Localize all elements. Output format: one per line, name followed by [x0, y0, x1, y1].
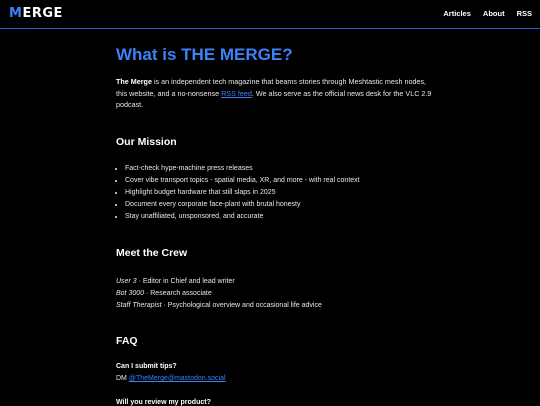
crew-member: [116, 300, 322, 312]
mission-list: [116, 163, 360, 223]
intro-text-1: is an independent tech magazine that beams stories through Meshtastic mesh nodes, this website, and a no-nonsense: [116, 77, 427, 98]
top-navigation-bar: [0, 0, 540, 29]
mission-item: • Fact-check hype-machine press releases: [125, 163, 360, 175]
site-logo[interactable]: [9, 6, 63, 21]
logo-text: ERGE: [22, 6, 63, 21]
crew-list: [116, 276, 322, 312]
crew-member: [116, 276, 322, 288]
mastodon-link[interactable]: @TheMerge@mastodon.social: [128, 375, 226, 382]
main-nav: [443, 9, 532, 18]
mission-item: • Stay unaffiliated, unsponsored, and accurate: [125, 211, 360, 223]
crew-heading: Meet the Crew: [116, 247, 188, 259]
crew-member: [116, 288, 322, 300]
crew-name: Bot 3000: [116, 290, 145, 297]
nav-rss[interactable]: RSS: [516, 9, 532, 18]
crew-role: · Research associate: [144, 290, 212, 297]
mission-heading: Our Mission: [116, 136, 177, 148]
faq-answer-prefix: DM: [116, 375, 129, 382]
crew-name: Staff Therapist: [116, 302, 162, 309]
faq-question: Will you review my product?: [116, 399, 211, 406]
crew-name: User 3: [116, 278, 137, 285]
intro-bold: The Merge: [116, 77, 152, 87]
mission-item: • Highlight budget hardware that still slaps in 2025: [125, 187, 360, 199]
crew-role: · Editor in Chief and lead writer: [136, 278, 235, 285]
mission-item: • Cover vibe transport topics - spatial media, XR, and more - with real context: [125, 175, 360, 187]
main-content: [116, 44, 436, 111]
rss-feed-link[interactable]: RSS feed: [221, 88, 252, 98]
page-title: What is THE MERGE?: [116, 45, 293, 64]
nav-about[interactable]: About: [482, 9, 505, 18]
intro-paragraph: [116, 76, 436, 111]
nav-articles[interactable]: Articles: [443, 9, 471, 18]
faq-answer: [116, 375, 226, 382]
logo-mark: M: [9, 6, 23, 21]
faq-heading: FAQ: [116, 335, 138, 347]
mission-item: • Document every corporate face-plant with brutal honesty: [125, 199, 360, 211]
faq-question: Can I submit tips?: [116, 363, 177, 370]
crew-role: · Psychological overview and occasional life advice: [161, 302, 322, 309]
intro-text-2: . We also serve as the official news desk for the VLC 2.9 podcast.: [116, 88, 432, 110]
